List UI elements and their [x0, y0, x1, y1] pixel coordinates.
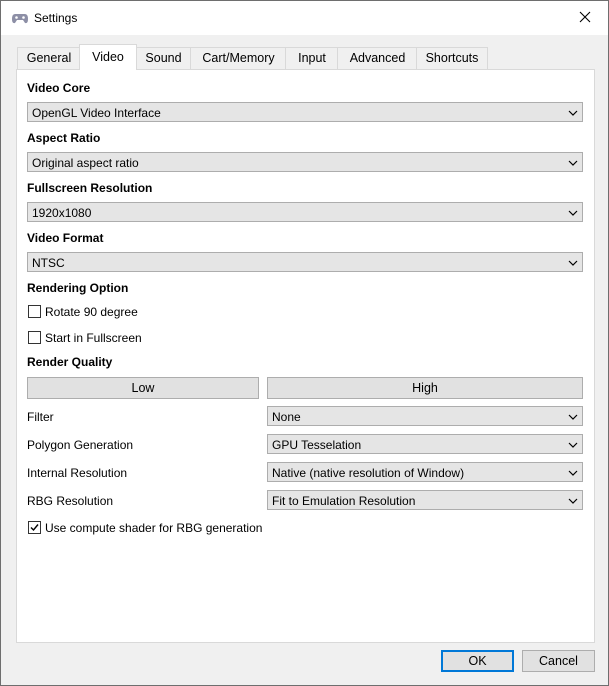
chevron-down-icon: [568, 257, 578, 267]
close-button[interactable]: [562, 1, 608, 35]
title-bar: [1, 1, 608, 35]
internal-resolution-value: Native (native resolution of Window): [272, 466, 465, 480]
internal-resolution-label: Internal Resolution: [27, 466, 128, 480]
fullscreen-resolution-label: Fullscreen Resolution: [27, 181, 153, 195]
ok-button[interactable]: OK: [441, 650, 514, 672]
render-quality-label: Render Quality: [27, 355, 113, 369]
chevron-down-icon: [568, 411, 578, 421]
fullscreen-resolution-value: 1920x1080: [32, 206, 92, 220]
compute-shader-label: Use compute shader for RBG generation: [45, 521, 263, 535]
tab-cart-memory[interactable]: Cart/Memory: [190, 47, 287, 69]
rbg-resolution-label: RBG Resolution: [27, 494, 114, 508]
window-title: Settings: [34, 11, 78, 25]
rbg-resolution-select[interactable]: [267, 490, 583, 510]
rotate-label: Rotate 90 degree: [45, 305, 138, 319]
video-core-label: Video Core: [27, 81, 91, 95]
video-core-value: OpenGL Video Interface: [32, 106, 161, 120]
chevron-down-icon: [568, 495, 578, 505]
polygon-generation-label: Polygon Generation: [27, 438, 134, 452]
video-format-select[interactable]: [27, 252, 583, 272]
tab-input[interactable]: Input: [285, 47, 339, 69]
tab-advanced[interactable]: Advanced: [337, 47, 418, 69]
rendering-option-label: Rendering Option: [27, 281, 129, 295]
quality-high-button[interactable]: High: [267, 377, 583, 399]
tab-video[interactable]: Video: [79, 44, 137, 70]
video-format-label: Video Format: [27, 231, 104, 245]
fullscreen-resolution-select[interactable]: [27, 202, 583, 222]
rbg-resolution-value: Fit to Emulation Resolution: [272, 494, 416, 508]
aspect-ratio-value: Original aspect ratio: [32, 156, 139, 170]
filter-label: Filter: [27, 410, 54, 424]
aspect-ratio-label: Aspect Ratio: [27, 131, 101, 145]
close-icon: [579, 11, 591, 26]
internal-resolution-select[interactable]: [267, 462, 583, 482]
chevron-down-icon: [568, 207, 578, 217]
polygon-generation-value: GPU Tesselation: [272, 438, 362, 452]
chevron-down-icon: [568, 439, 578, 449]
chevron-down-icon: [568, 157, 578, 167]
filter-value: None: [272, 410, 301, 424]
video-core-select[interactable]: [27, 102, 583, 122]
tab-shortcuts[interactable]: Shortcuts: [416, 47, 488, 69]
tab-general[interactable]: General: [17, 47, 81, 69]
rotate-checkbox[interactable]: [28, 305, 41, 318]
start-fullscreen-label: Start in Fullscreen: [45, 331, 142, 345]
aspect-ratio-select[interactable]: [27, 152, 583, 172]
video-format-value: NTSC: [32, 256, 65, 270]
tab-sound[interactable]: Sound: [135, 47, 192, 69]
chevron-down-icon: [568, 107, 578, 117]
polygon-generation-select[interactable]: [267, 434, 583, 454]
video-settings-panel: [16, 69, 595, 643]
filter-select[interactable]: [267, 406, 583, 426]
cancel-button[interactable]: Cancel: [522, 650, 595, 672]
start-fullscreen-checkbox[interactable]: [28, 331, 41, 344]
quality-low-button[interactable]: Low: [27, 377, 259, 399]
chevron-down-icon: [568, 467, 578, 477]
compute-shader-checkbox[interactable]: [28, 521, 41, 534]
gamepad-icon: [12, 11, 28, 25]
